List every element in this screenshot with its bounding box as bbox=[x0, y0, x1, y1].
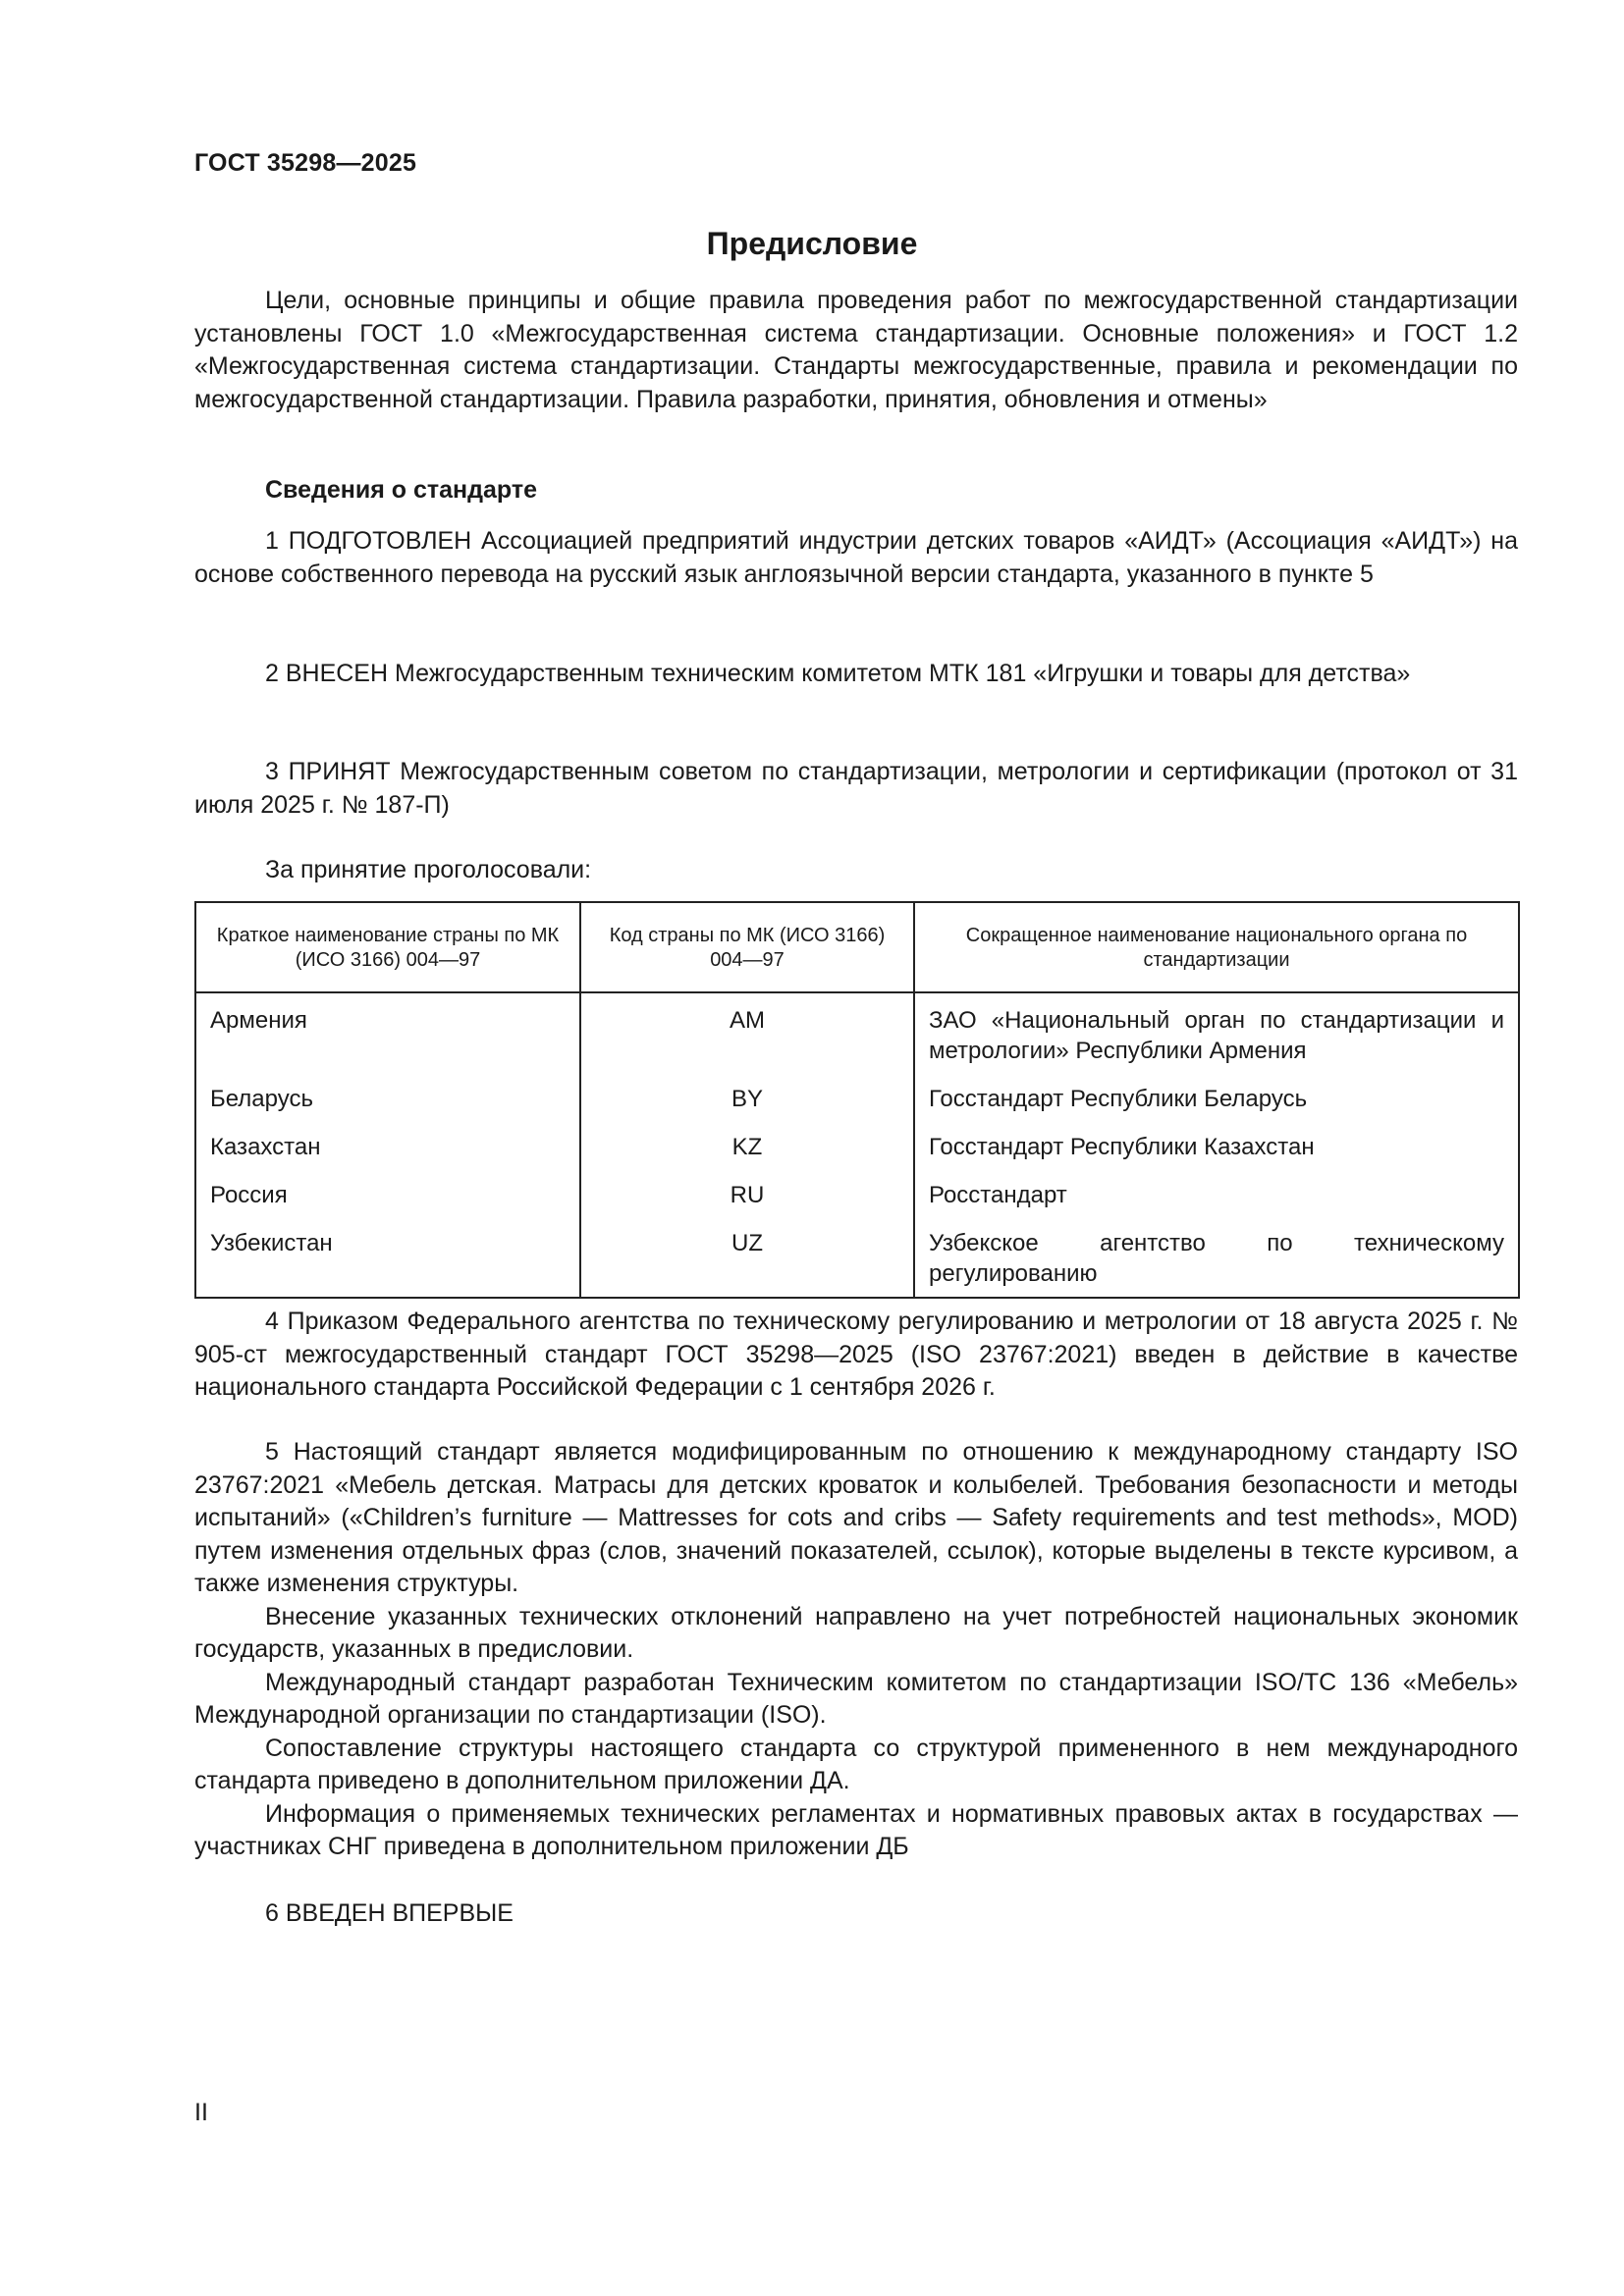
cell-country: Узбекистан bbox=[195, 1228, 580, 1298]
cell-code: KZ bbox=[580, 1132, 914, 1180]
cell-code: BY bbox=[580, 1084, 914, 1132]
votes-table bbox=[194, 901, 1520, 1299]
header-code: Код страны по МК (ИСО 3166) 004—97 bbox=[580, 902, 914, 992]
table-row bbox=[195, 1180, 1519, 1228]
item-2 bbox=[194, 658, 1518, 691]
item-5-text-5: Информация о применяемых технических регламентах и нормативных правовых актах в государствах — участниках СНГ приведена в дополнительном приложении ДБ bbox=[194, 1799, 1518, 1860]
cell-code: UZ bbox=[580, 1228, 914, 1298]
item-5-text-2: Внесение указанных технических отклонений направлено на учет потребностей национальных экономик государств, указанных в предисловии. bbox=[194, 1602, 1518, 1663]
item-3-text: 3 ПРИНЯТ Межгосударственным советом по стандартизации, метрологии и сертификации (протокол от 31 июля 2025 г. № 187-П) bbox=[194, 758, 1518, 819]
cell-country: Армения bbox=[195, 992, 580, 1084]
intro-text: Цели, основные принципы и общие правила проведения работ по межгосударственной стандартизации установлены ГОСТ 1.0 «Межгосударственная система стандартизации. Основные положения» и ГОСТ 1.2 «Межгосударственная система стандартизации. Стандарты межгосударственные, правила и рекомендации по межгосударственной стандартизации. Правила разработки, принятия, обновления и отмены» bbox=[194, 287, 1518, 413]
cell-country: Казахстан bbox=[195, 1132, 580, 1180]
table-header-row bbox=[195, 902, 1519, 992]
cell-organization: Госстандарт Республики Казахстан bbox=[914, 1132, 1519, 1180]
cell-code: AM bbox=[580, 992, 914, 1084]
info-heading: Сведения о стандарте bbox=[265, 476, 538, 504]
item-1-text: 1 ПОДГОТОВЛЕН Ассоциацией предприятий индустрии детских товаров «АИДТ» (Ассоциация «АИДТ») на основе собственного перевода на русский язык англоязычной версии стандарта, указанного в пункте 5 bbox=[194, 527, 1518, 588]
item-5 bbox=[194, 1436, 1518, 1864]
table-row bbox=[195, 1228, 1519, 1298]
table-row bbox=[195, 992, 1519, 1084]
page-number: II bbox=[194, 2099, 208, 2126]
intro-paragraph bbox=[194, 285, 1518, 416]
item-3 bbox=[194, 756, 1518, 822]
cell-country: Беларусь bbox=[195, 1084, 580, 1132]
cell-organization: Росстандарт bbox=[914, 1180, 1519, 1228]
page-title: Предисловие bbox=[706, 226, 918, 261]
cell-organization: ЗАО «Национальный орган по стандартизации и метрологии» Республики Армения bbox=[914, 992, 1519, 1084]
table-row bbox=[195, 1084, 1519, 1132]
item-6: 6 ВВЕДЕН ВПЕРВЫЕ bbox=[265, 1899, 514, 1927]
item-4 bbox=[194, 1306, 1518, 1405]
cell-country: Россия bbox=[195, 1180, 580, 1228]
table-row bbox=[195, 1132, 1519, 1180]
header-country: Краткое наименование страны по МК (ИСО 3166) 004—97 bbox=[195, 902, 580, 992]
item-5-text-4: Сопоставление структуры настоящего стандарта со структурой примененного в нем международного стандарта приведено в дополнительном приложении ДА. bbox=[194, 1734, 1518, 1794]
item-1 bbox=[194, 525, 1518, 591]
cell-organization: Узбекское агентство по техническому регулированию bbox=[914, 1228, 1519, 1298]
cell-organization: Госстандарт Республики Беларусь bbox=[914, 1084, 1519, 1132]
vote-label: За принятие проголосовали: bbox=[265, 856, 592, 883]
item-5-text-1: 5 Настоящий стандарт является модифицированным по отношению к международному стандарту ISO 23767:2021 «Мебель детская. Матрасы для детских кроваток и колыбелей. Требования безопасности и методы испытаний» («Children’s furniture — Mattresses for cots and cribs — Safety requirements and test methods», MOD) путем изменения отдельных фраз (слов, значений показателей, ссылок), которые выделены в тексте курсивом, а также изменения структуры. bbox=[194, 1438, 1518, 1597]
header-organization: Сокращенное наименование национального органа по стандартизации bbox=[914, 902, 1519, 992]
item-2-text: 2 ВНЕСЕН Межгосударственным техническим комитетом МТК 181 «Игрушки и товары для детства» bbox=[265, 660, 1411, 687]
item-4-text: 4 Приказом Федерального агентства по техническому регулированию и метрологии от 18 августа 2025 г. № 905-ст межгосударственный стандарт ГОСТ 35298—2025 (ISO 23767:2021) введен в действие в качестве национального стандарта Российской Федерации с 1 сентября 2026 г. bbox=[194, 1308, 1518, 1401]
document-code: ГОСТ 35298—2025 bbox=[194, 149, 417, 177]
item-5-text-3: Международный стандарт разработан Техническим комитетом по стандартизации ISO/TC 136 «Мебель» Международной организации по стандартизации (ISO). bbox=[194, 1668, 1518, 1729]
cell-code: RU bbox=[580, 1180, 914, 1228]
